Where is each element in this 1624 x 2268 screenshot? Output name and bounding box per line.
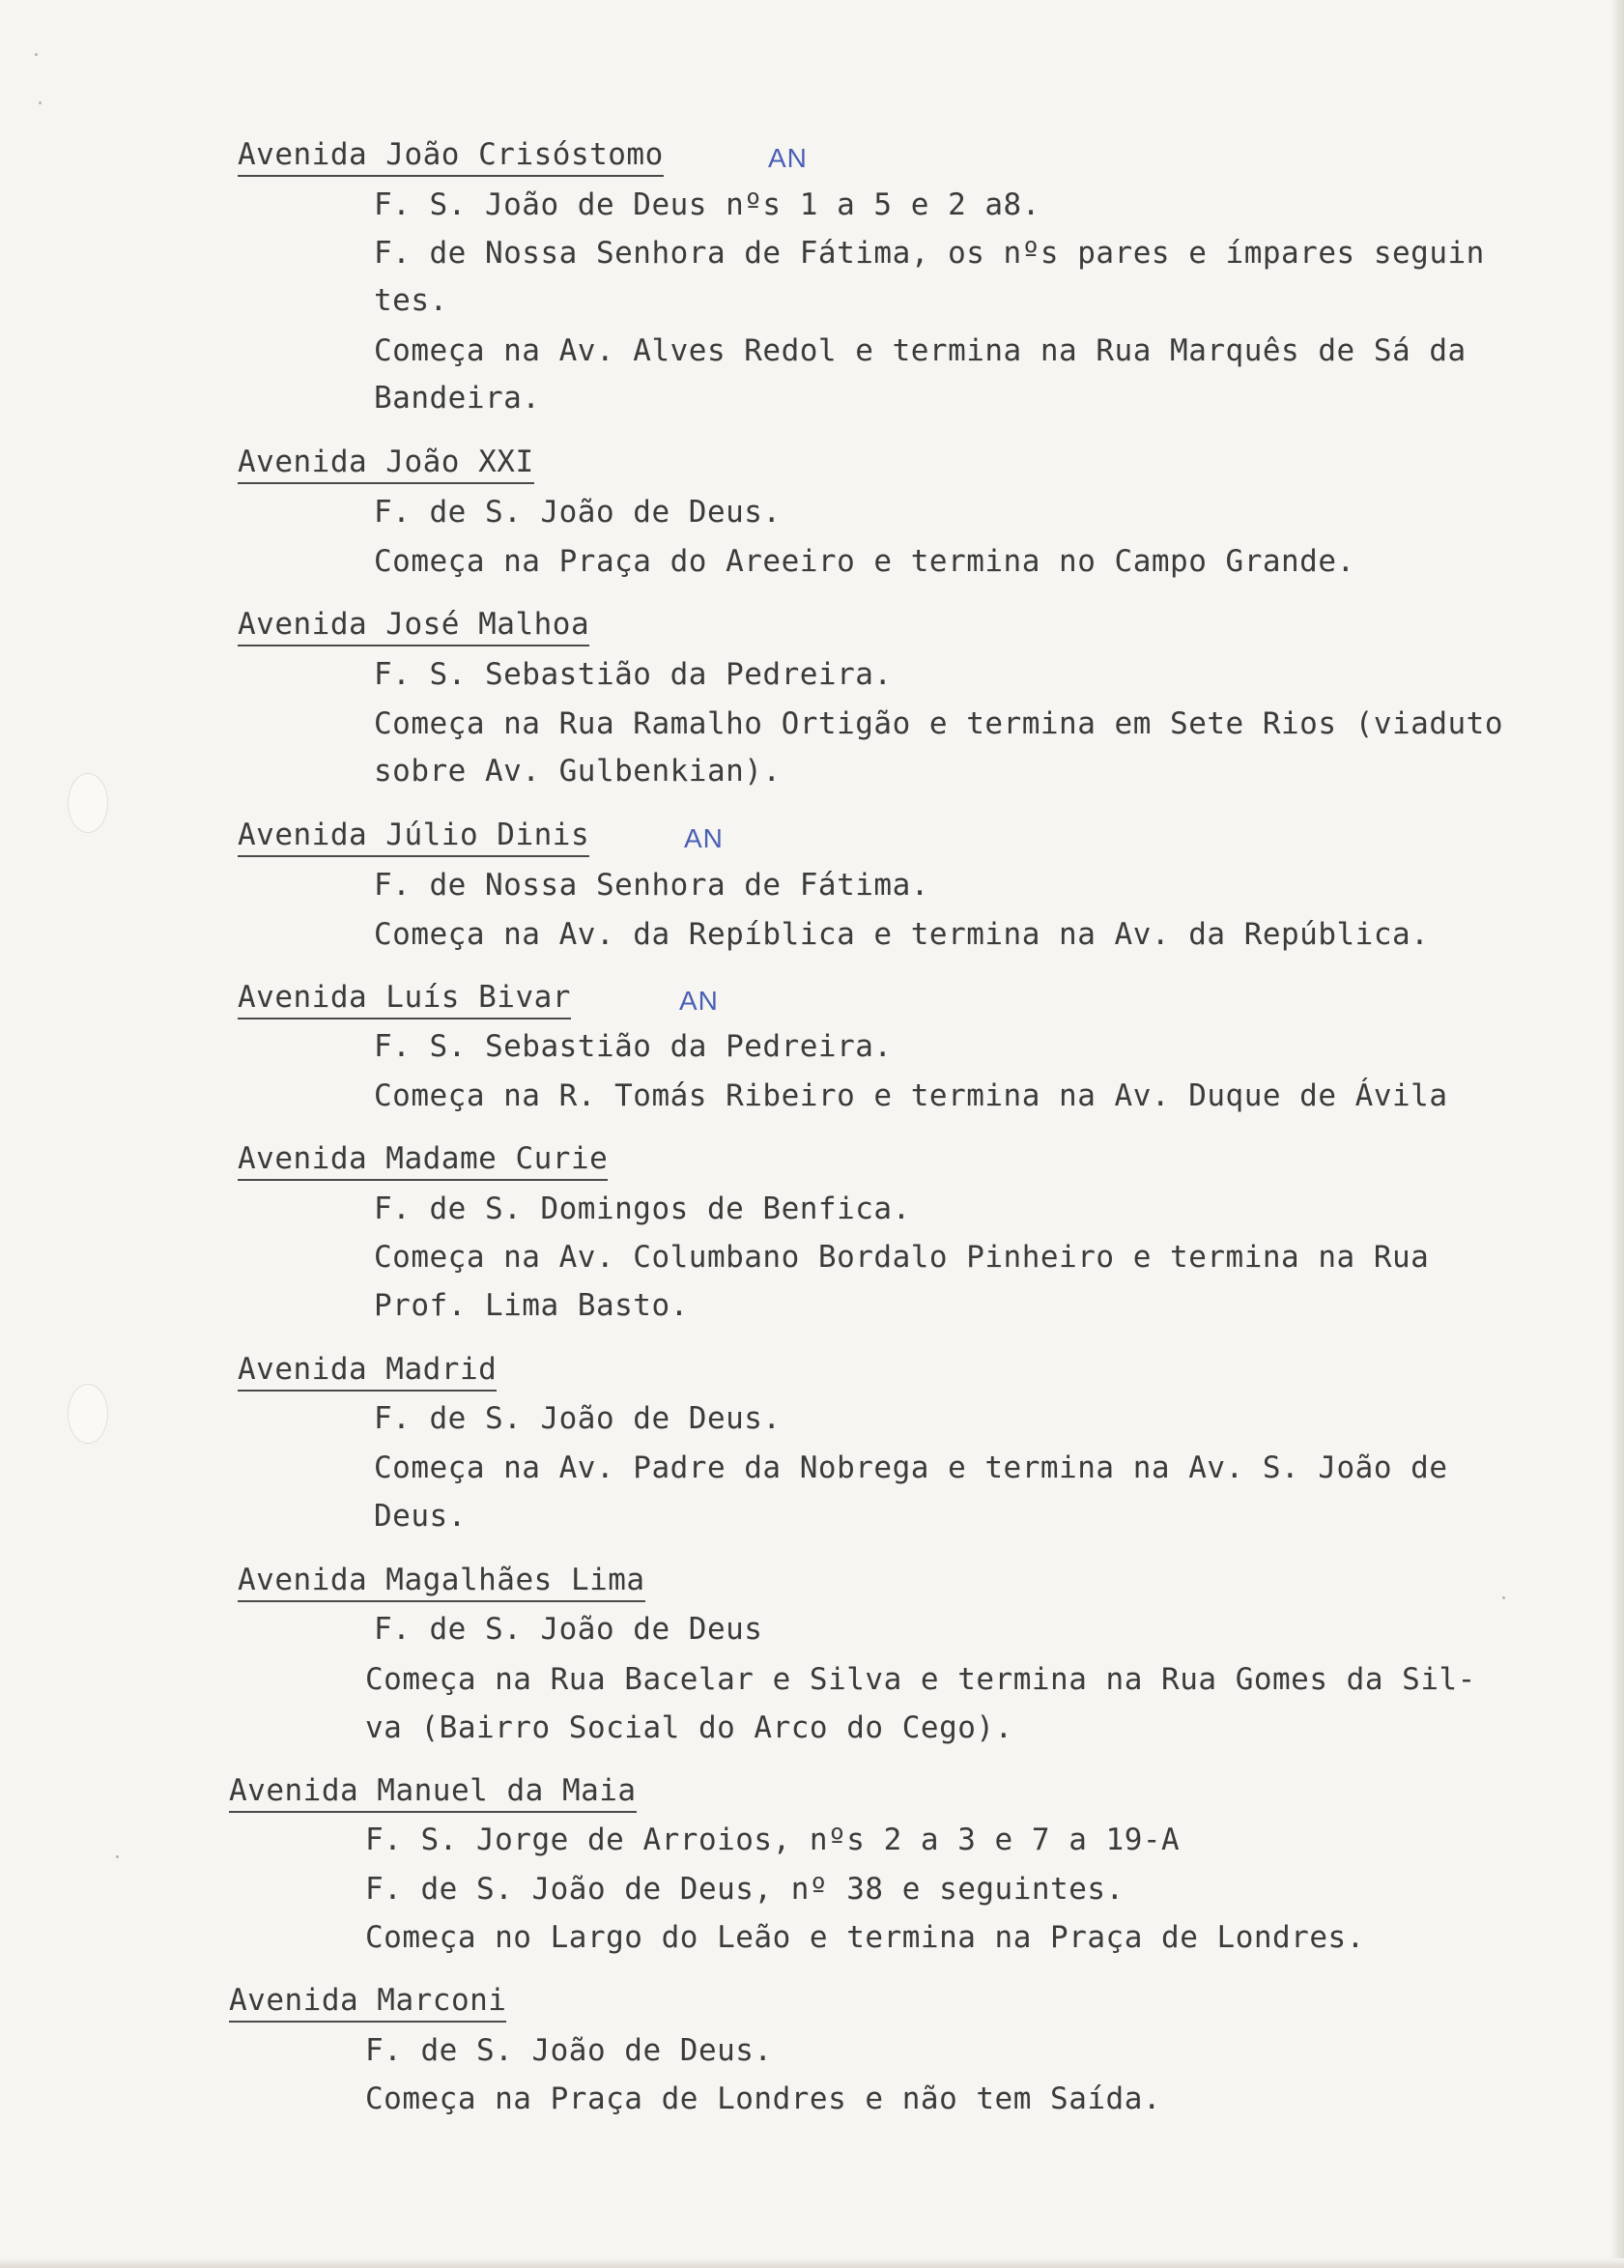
entry-line: F. de Nossa Senhora de Fátima, os nºs pares e ímpares seguin xyxy=(374,236,1485,271)
entry-line: Deus. xyxy=(374,1499,467,1534)
paper-edge xyxy=(1610,0,1624,2268)
entry-line: Começa na R. Tomás Ribeiro e termina na Av. Duque de Ávila xyxy=(374,1078,1448,1113)
handwritten-annotation: AN xyxy=(684,823,724,853)
punch-hole xyxy=(68,1384,108,1444)
street-heading: Avenida José Malhoa xyxy=(238,605,589,646)
entry-line: Começa na Av. Alves Redol e termina na Rua Marquês de Sá da xyxy=(374,333,1467,368)
street-heading: Avenida Júlio Dinis xyxy=(238,816,589,857)
street-heading: Avenida João Crisóstomo xyxy=(238,135,664,177)
entry-line: Começa na Av. Padre da Nobrega e termina na Av. S. João de xyxy=(374,1450,1448,1485)
entry-line: Começa na Av. da Repíblica e termina na Av. da República. xyxy=(374,917,1430,952)
entry-line: F. S. Sebastião da Pedreira. xyxy=(374,657,893,692)
entry-line: Começa na Av. Columbano Bordalo Pinheiro e termina na Rua xyxy=(374,1240,1430,1275)
entry-line: F. de S. Domingos de Benfica. xyxy=(374,1191,911,1226)
entry-line: Prof. Lima Basto. xyxy=(374,1288,689,1323)
paper-speck xyxy=(39,101,42,104)
street-heading: Avenida Magalhães Lima xyxy=(238,1561,645,1602)
entry-line: tes. xyxy=(374,283,448,318)
entry-line: Começa na Rua Bacelar e Silva e termina na Rua Gomes da Sil- xyxy=(365,1662,1476,1697)
paper-speck xyxy=(116,1855,119,1858)
entry-line: sobre Av. Gulbenkian). xyxy=(374,754,782,789)
paper-edge xyxy=(0,2258,1624,2268)
street-heading: Avenida Manuel da Maia xyxy=(229,1771,637,1813)
entry-line: va (Bairro Social do Arco do Cego). xyxy=(365,1710,1013,1745)
street-heading: Avenida Luís Bivar xyxy=(238,978,571,1019)
paper-speck xyxy=(1502,1596,1505,1599)
entry-line: F. de S. João de Deus. xyxy=(365,2033,773,2068)
handwritten-annotation: AN xyxy=(679,986,719,1016)
entry-line: F. de S. João de Deus xyxy=(374,1612,763,1647)
entry-line: Bandeira. xyxy=(374,381,541,416)
entry-line: F. S. Jorge de Arroios, nºs 2 a 3 e 7 a 19-A xyxy=(365,1823,1181,1857)
punch-hole xyxy=(68,773,108,833)
street-heading: Avenida João XXI xyxy=(238,443,534,484)
street-heading: Avenida Marconi xyxy=(229,1981,506,2023)
paper-speck xyxy=(35,53,38,56)
entry-line: F. S. Sebastião da Pedreira. xyxy=(374,1029,893,1064)
entry-line: F. S. João de Deus nºs 1 a 5 e 2 a8. xyxy=(374,187,1040,222)
entry-line: F. de S. João de Deus. xyxy=(374,495,782,530)
entry-line: F. de S. João de Deus. xyxy=(374,1401,782,1436)
entry-line: Começa no Largo do Leão e termina na Praça de Londres. xyxy=(365,1920,1365,1955)
entry-line: Começa na Rua Ramalho Ortigão e termina em Sete Rios (viaduto xyxy=(374,706,1503,741)
street-heading: Avenida Madrid xyxy=(238,1350,497,1392)
handwritten-annotation: AN xyxy=(768,143,808,173)
entry-line: F. de S. João de Deus, nº 38 e seguintes. xyxy=(365,1872,1125,1907)
entry-line: Começa na Praça de Londres e não tem Saída. xyxy=(365,2081,1162,2116)
entry-line: Começa na Praça do Areeiro e termina no Campo Grande. xyxy=(374,544,1355,579)
street-heading: Avenida Madame Curie xyxy=(238,1139,608,1181)
entry-line: F. de Nossa Senhora de Fátima. xyxy=(374,868,929,903)
